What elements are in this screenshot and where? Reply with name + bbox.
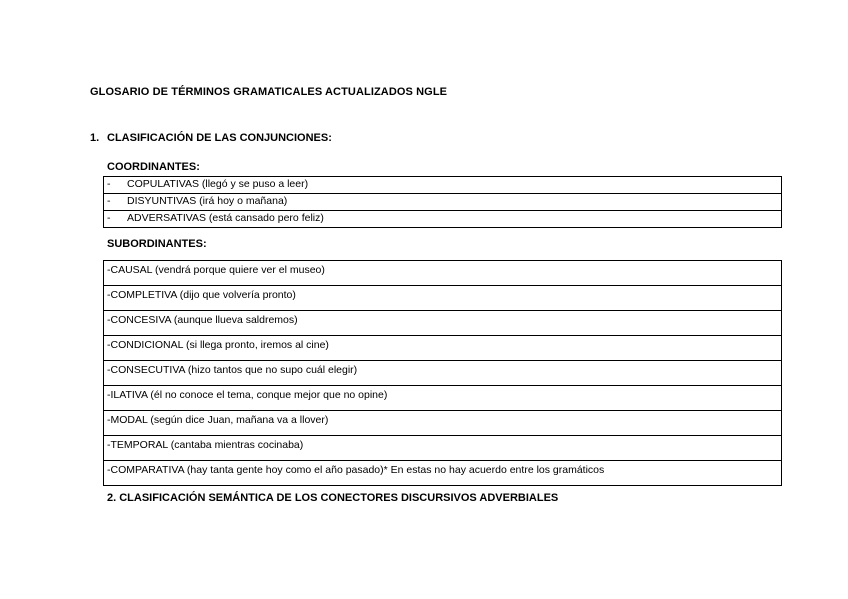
table-row: [104, 311, 782, 336]
table-row: [104, 194, 782, 211]
section-1-number: 1.: [90, 132, 100, 144]
coordinantes-cell: [104, 177, 782, 194]
table-row: [104, 436, 782, 461]
table-row: [104, 411, 782, 436]
coordinantes-cell: [104, 211, 782, 228]
section-2-heading: 2. CLASIFICACIÓN SEMÁNTICA DE LOS CONECTORES DISCURSIVOS ADVERBIALES: [107, 492, 559, 504]
list-dash: -: [107, 212, 111, 224]
table-row: [104, 286, 782, 311]
table-row: [104, 211, 782, 228]
coordinante-disyuntivas: DISYUNTIVAS (irá hoy o mañana): [127, 195, 288, 207]
subordinantes-heading: SUBORDINANTES:: [107, 238, 207, 250]
subordinante-consecutiva: -CONSECUTIVA (hizo tantos que no supo cuál elegir): [104, 361, 782, 386]
table-row: [104, 261, 782, 286]
table-row: [104, 461, 782, 486]
table-row: [104, 177, 782, 194]
coordinantes-heading: COORDINANTES:: [107, 161, 200, 173]
table-row: [104, 336, 782, 361]
coordinantes-cell: [104, 194, 782, 211]
subordinante-ilativa: -ILATIVA (él no conoce el tema, conque mejor que no opine): [104, 386, 782, 411]
subordinante-completiva: -COMPLETIVA (dijo que volvería pronto): [104, 286, 782, 311]
subordinante-concesiva: -CONCESIVA (aunque llueva saldremos): [104, 311, 782, 336]
subordinante-temporal: -TEMPORAL (cantaba mientras cocinaba): [104, 436, 782, 461]
subordinante-modal: -MODAL (según dice Juan, mañana va a llover): [104, 411, 782, 436]
document-title: GLOSARIO DE TÉRMINOS GRAMATICALES ACTUALIZADOS NGLE: [90, 86, 448, 98]
coordinante-copulativas: COPULATIVAS (llegó y se puso a leer): [127, 178, 309, 190]
subordinantes-table: [103, 260, 782, 486]
subordinante-comparativa: -COMPARATIVA (hay tanta gente hoy como el año pasado)* En estas no hay acuerdo entre los gramáticos: [104, 461, 782, 486]
subordinante-causal: -CAUSAL (vendrá porque quiere ver el museo): [104, 261, 782, 286]
table-row: [104, 386, 782, 411]
subordinante-condicional: -CONDICIONAL (si llega pronto, iremos al cine): [104, 336, 782, 361]
list-dash: -: [107, 195, 111, 207]
coordinantes-table: [103, 176, 782, 228]
coordinante-adversativas: ADVERSATIVAS (está cansado pero feliz): [127, 212, 324, 224]
section-1-title: CLASIFICACIÓN DE LAS CONJUNCIONES:: [107, 132, 332, 144]
list-dash: -: [107, 178, 111, 190]
table-row: [104, 361, 782, 386]
section-1-heading: [90, 132, 332, 144]
